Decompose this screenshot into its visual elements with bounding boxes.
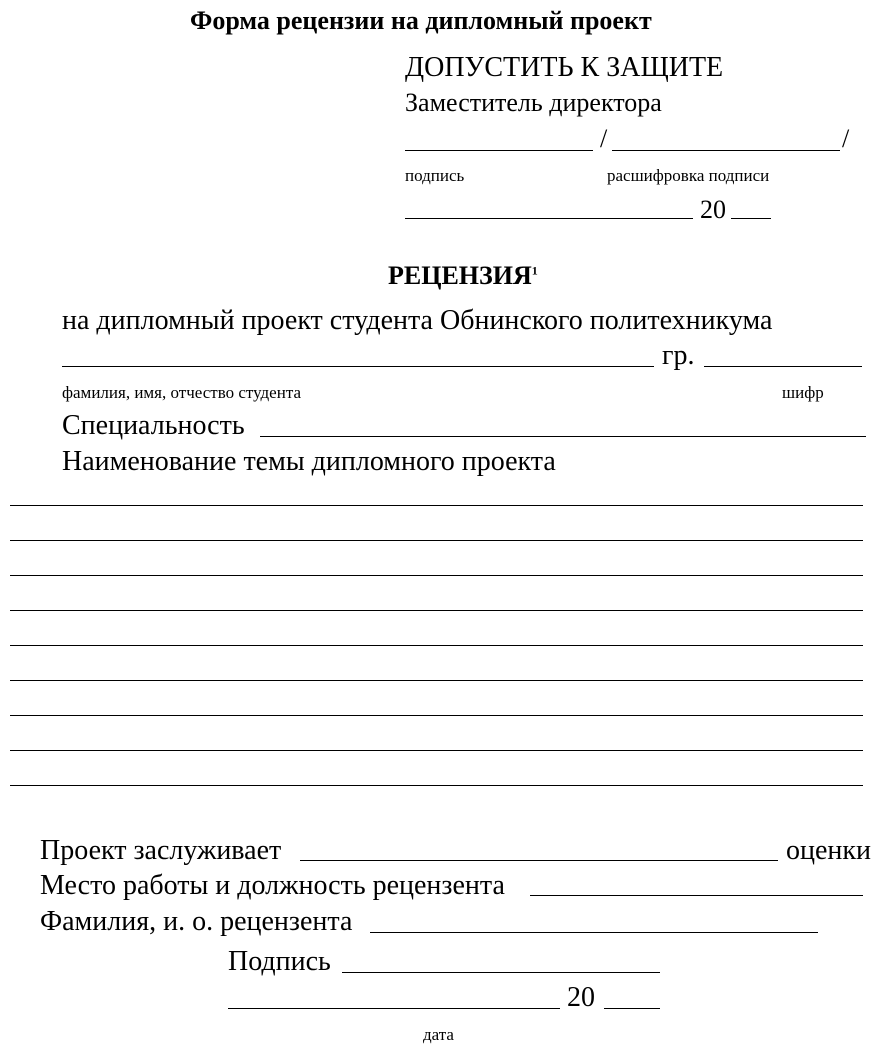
reviewer-name-label: Фамилия, и. о. рецензента bbox=[40, 906, 353, 937]
student-name-caption: фамилия, имя, отчество студента bbox=[62, 383, 302, 402]
signature-label: Подпись bbox=[228, 946, 331, 977]
footnote-mark: 1 bbox=[531, 263, 538, 278]
topic-line[interactable] bbox=[10, 680, 863, 681]
review-date-line[interactable] bbox=[228, 1008, 560, 1009]
topic-line[interactable] bbox=[10, 505, 863, 506]
approval-signature-line[interactable] bbox=[405, 150, 593, 151]
workplace-line[interactable] bbox=[530, 895, 863, 896]
grade-suffix: оценки bbox=[786, 835, 871, 866]
topic-line[interactable] bbox=[10, 540, 863, 541]
group-line[interactable] bbox=[704, 366, 862, 367]
approval-slash-right: / bbox=[842, 124, 850, 153]
reviewer-signature-line[interactable] bbox=[342, 972, 660, 973]
review-year-prefix: 20 bbox=[567, 982, 595, 1013]
deserves-label: Проект заслуживает bbox=[40, 835, 282, 866]
topic-line[interactable] bbox=[10, 575, 863, 576]
deputy-director-label: Заместитель директора bbox=[405, 88, 662, 117]
topic-line[interactable] bbox=[10, 785, 863, 786]
topic-line[interactable] bbox=[10, 750, 863, 751]
approval-year-prefix: 20 bbox=[700, 195, 726, 224]
workplace-label: Место работы и должность рецензента bbox=[40, 870, 505, 901]
topic-line[interactable] bbox=[10, 645, 863, 646]
topic-line[interactable] bbox=[10, 610, 863, 611]
approval-year-line[interactable] bbox=[731, 218, 771, 219]
group-code-caption: шифр bbox=[782, 383, 824, 402]
review-heading: РЕЦЕНЗИЯ$^1$ bbox=[388, 261, 538, 290]
form-title: Форма рецензии на дипломный проект bbox=[190, 6, 652, 35]
student-name-line[interactable] bbox=[62, 366, 654, 367]
date-caption: дата bbox=[423, 1025, 454, 1044]
approval-date-line[interactable] bbox=[405, 218, 693, 219]
topic-label: Наименование темы дипломного проекта bbox=[62, 446, 556, 477]
approval-slash-left: / bbox=[600, 124, 608, 153]
group-label: гр. bbox=[662, 340, 695, 371]
approval-signature-caption: подпись bbox=[405, 166, 465, 185]
specialty-line[interactable] bbox=[260, 436, 866, 437]
approval-decode-line[interactable] bbox=[612, 150, 840, 151]
approval-decode-caption: расшифровка подписи bbox=[607, 166, 770, 185]
topic-line[interactable] bbox=[10, 715, 863, 716]
admit-to-defense-text: ДОПУСТИТЬ К ЗАЩИТЕ bbox=[405, 52, 724, 83]
review-year-line[interactable] bbox=[604, 1008, 660, 1009]
grade-line[interactable] bbox=[300, 860, 778, 861]
specialty-label: Специальность bbox=[62, 410, 245, 441]
review-subtitle: на дипломный проект студента Обнинского политехникума bbox=[62, 305, 773, 336]
reviewer-name-line[interactable] bbox=[370, 932, 818, 933]
